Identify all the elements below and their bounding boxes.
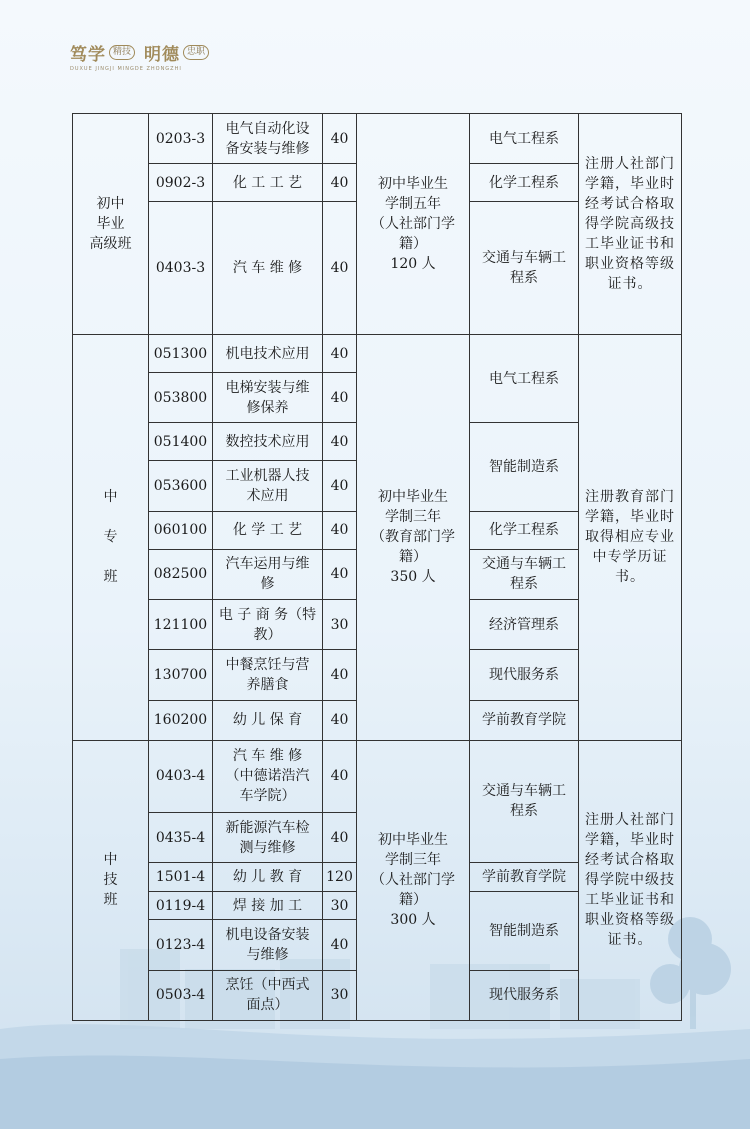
category-cell: [73, 334, 149, 740]
department-name: 交通与车辆工 程系: [470, 549, 579, 599]
category-char: 中: [103, 489, 118, 506]
program-code: 1501-4: [149, 863, 213, 892]
certificate-note: 注册人社部门学籍，毕业时经考试合格取得学院中级技工毕业证书和职业资格等级证书。: [579, 740, 682, 1020]
major-name: 中餐烹饪与营 养膳食: [213, 650, 323, 700]
program-code: 130700: [149, 650, 213, 700]
major-name: 电梯安装与维 修保养: [213, 373, 323, 423]
major-name: 新能源汽车检 测与维修: [213, 813, 323, 863]
department-name: 现代服务系: [470, 650, 579, 700]
table-row: [73, 114, 682, 164]
department-name: 电气工程系: [470, 334, 579, 422]
major-name: 汽车运用与维 修: [213, 549, 323, 599]
program-code: 0203-3: [149, 114, 213, 164]
department-name: 学前教育学院: [470, 700, 579, 740]
quota-count: 40: [323, 461, 357, 511]
program-code: 121100: [149, 600, 213, 650]
department-name: 交通与车辆工 程系: [470, 202, 579, 335]
certificate-note: 注册人社部门学籍，毕业时经考试合格取得学院高级技工毕业证书和职业资格等级证书。: [579, 114, 682, 335]
department-name: 化学工程系: [470, 164, 579, 202]
quota-count: 40: [323, 423, 357, 461]
major-name: 化 工 工 艺: [213, 164, 323, 202]
program-code: 0123-4: [149, 920, 213, 970]
program-code: 0435-4: [149, 813, 213, 863]
program-code: 0119-4: [149, 892, 213, 920]
category-cell: 中 技 班: [73, 740, 149, 1020]
quota-count: 40: [323, 650, 357, 700]
department-name: 电气工程系: [470, 114, 579, 164]
program-code: 0503-4: [149, 970, 213, 1020]
quota-count: 40: [323, 334, 357, 372]
quota-count: 40: [323, 549, 357, 599]
major-name: 化 学 工 艺: [213, 511, 323, 549]
header-logo: [70, 40, 209, 72]
program-code: 160200: [149, 700, 213, 740]
quota-count: 40: [323, 511, 357, 549]
program-code: 051300: [149, 334, 213, 372]
department-name: 交通与车辆工 程系: [470, 740, 579, 863]
table-row: [73, 334, 682, 372]
logo-text-duxue: 笃学: [70, 45, 106, 65]
quota-count: 40: [323, 700, 357, 740]
logo-subtitle: DUXUE JINGJI MINGDE ZHONGZHI: [70, 66, 182, 72]
major-name: 机电技术应用: [213, 334, 323, 372]
program-code: 0403-4: [149, 740, 213, 812]
enrollment-info: 初中毕业生 学制五年 （人社部门学 籍） 120 人: [357, 114, 470, 335]
category-char: 班: [103, 569, 118, 586]
major-name: 电气自动化设 备安装与维修: [213, 114, 323, 164]
enrollment-info: 初中毕业生 学制三年 （人社部门学 籍） 300 人: [357, 740, 470, 1020]
category-char: 专: [103, 529, 118, 546]
logo-badge-zhongzhi: 忠职: [183, 45, 209, 60]
major-name: 工业机器人技 术应用: [213, 461, 323, 511]
logo-text-mingde: 明德: [144, 45, 181, 65]
enrollment-info: 初中毕业生 学制三年 （教育部门学 籍） 350 人: [357, 334, 470, 740]
department-name: 学前教育学院: [470, 863, 579, 892]
department-name: 现代服务系: [470, 970, 579, 1020]
quota-count: 30: [323, 970, 357, 1020]
program-code: 053800: [149, 373, 213, 423]
program-code: 0902-3: [149, 164, 213, 202]
quota-count: 40: [323, 920, 357, 970]
department-name: 智能制造系: [470, 423, 579, 511]
major-name: 数控技术应用: [213, 423, 323, 461]
major-name: 幼 儿 保 育: [213, 700, 323, 740]
quota-count: 40: [323, 114, 357, 164]
major-name: 汽 车 维 修 （中德诺浩汽 车学院）: [213, 740, 323, 812]
department-name: 智能制造系: [470, 892, 579, 970]
category-cell: 初中 毕业 高级班: [73, 114, 149, 335]
enrollment-table: [72, 113, 682, 1021]
major-name: 幼 儿 教 育: [213, 863, 323, 892]
major-name: 机电设备安装 与维修: [213, 920, 323, 970]
quota-count: 30: [323, 892, 357, 920]
major-name: 烹饪（中西式 面点）: [213, 970, 323, 1020]
department-name: 化学工程系: [470, 511, 579, 549]
major-name: 汽 车 维 修: [213, 202, 323, 335]
quota-count: 120: [323, 863, 357, 892]
program-code: 0403-3: [149, 202, 213, 335]
major-name: 焊 接 加 工: [213, 892, 323, 920]
quota-count: 40: [323, 813, 357, 863]
certificate-note: 注册教育部门学籍，毕业时取得相应专业中专学历证书。: [579, 334, 682, 740]
quota-count: 40: [323, 740, 357, 812]
program-code: 060100: [149, 511, 213, 549]
table-row: [73, 740, 682, 812]
program-code: 082500: [149, 549, 213, 599]
program-code: 051400: [149, 423, 213, 461]
quota-count: 30: [323, 600, 357, 650]
quota-count: 40: [323, 202, 357, 335]
quota-count: 40: [323, 373, 357, 423]
logo-badge-jingji: 精技: [109, 45, 135, 60]
quota-count: 40: [323, 164, 357, 202]
major-name: 电 子 商 务（特 教）: [213, 600, 323, 650]
program-code: 053600: [149, 461, 213, 511]
department-name: 经济管理系: [470, 600, 579, 650]
